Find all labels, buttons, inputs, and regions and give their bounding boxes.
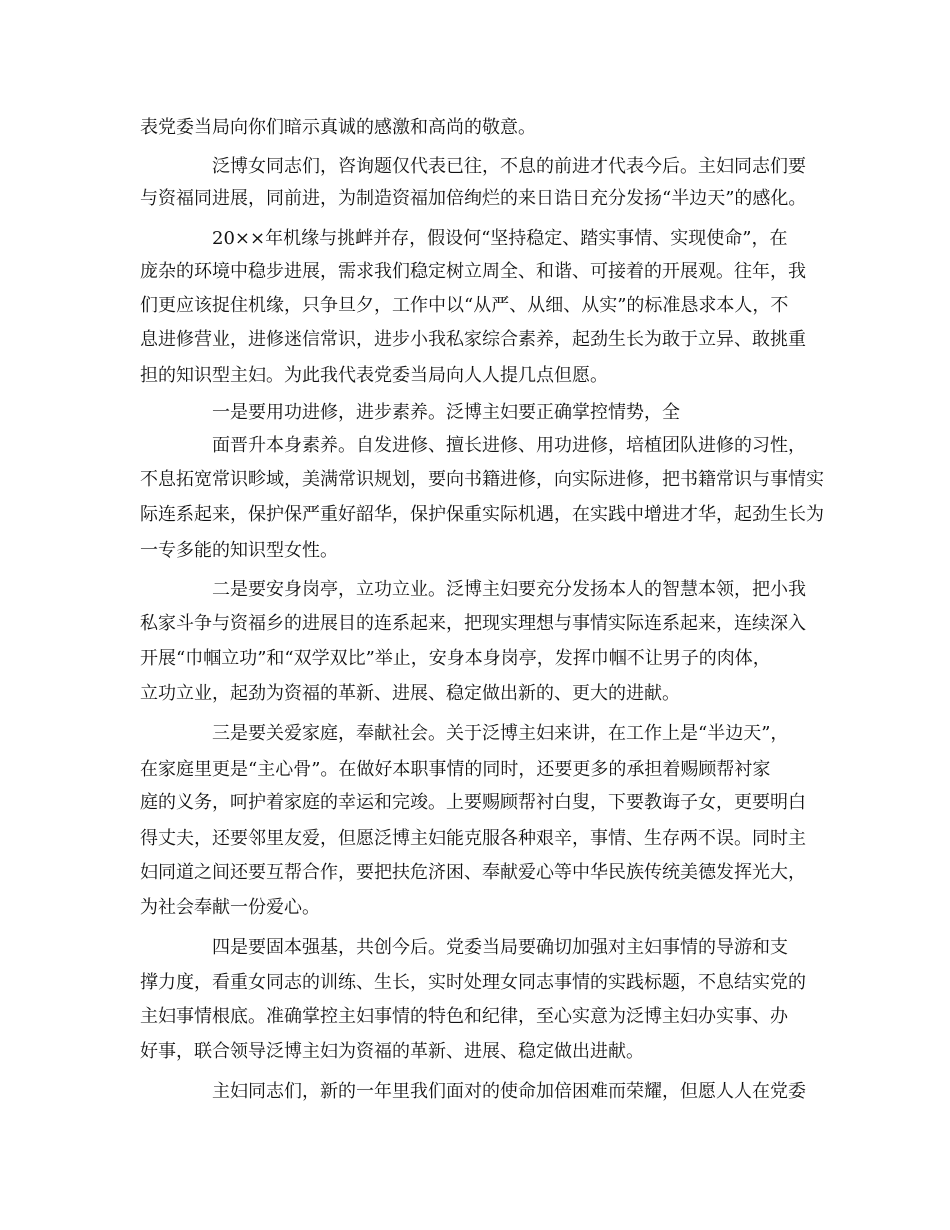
text-line-11: 不息拓宽常识畛域，美满常识规划，要向书籍进修，向实际进修，把书籍常识与事情实 xyxy=(140,469,824,490)
text-line-25: 撑力度，看重女同志的训练、生长，实时处理女同志事情的实践标题，不息结实党的 xyxy=(140,972,806,993)
text-line-26: 主妇事情根底。准确掌控主妇事情的特色和纪律，至心实意为泛博主妇办实事、办 xyxy=(140,1006,788,1027)
text-line-3: 与资福同进展，同前进，为制造资福加倍绚烂的来日诰日充分发扬“半边天”的感化。 xyxy=(140,188,807,209)
text-line-5: 庞杂的环境中稳步进展，需求我们稳定树立周全、和谐、可接着的开展观。往年，我 xyxy=(140,261,806,282)
text-line-10: 面晋升本身素养。自发进修、擅长进修、用功进修，培植团队进修的习性， xyxy=(212,435,806,456)
text-line-19: 在家庭里更是“主心骨”。在做好本职事情的同时，还要更多的承担着赐顾帮衬家 xyxy=(140,759,771,780)
text-line-4: 20××年机缘与挑衅并存，假设何“坚持稳定、踏实事情、实现使命”，在 xyxy=(212,228,788,249)
text-line-22: 妇同道之间还要互帮合作，要把扶危济困、奉献爱心等中华民族传统美德发挥光大， xyxy=(140,862,806,883)
text-line-16: 开展“巾帼立功”和“双学双比”举止，安身本身岗亭，发挥巾帼不让男子的肉体， xyxy=(140,648,771,669)
text-line-2: 泛博女同志们，咨询题仅代表已往，不息的前进才代表今后。主妇同志们要 xyxy=(212,156,806,177)
text-line-21: 得丈夫，还要邻里友爱，但愿泛博主妇能克服各种艰辛，事情、生存两不误。同时主 xyxy=(140,828,806,849)
text-line-7: 息进修营业，进修迷信常识，进步小我私家综合素养，起劲生长为敢于立异、敢挑重 xyxy=(140,329,806,350)
text-line-9: 一是要用功进修，进步素养。泛博主妇要正确掌控情势，全 xyxy=(212,402,680,423)
text-line-18: 三是要关爱家庭，奉献社会。关于泛博主妇来讲，在工作上是“半边天”， xyxy=(212,723,789,744)
text-line-6: 们更应该捉住机缘，只争旦夕，工作中以“从严、从细、从实”的标准恳求本人，不 xyxy=(140,295,789,316)
text-line-20: 庭的义务，呵护着家庭的幸运和完竣。上要赐顾帮衬白叟，下要教诲子女，更要明白 xyxy=(140,792,806,813)
text-line-15: 私家斗争与资福乡的进展目的连系起来，把现实理想与事情实际连系起来，连续深入 xyxy=(140,613,806,634)
text-line-14: 二是要安身岗亭，立功立业。泛博主妇要充分发扬本人的智慧本领，把小我 xyxy=(212,579,806,600)
text-line-28: 主妇同志们，新的一年里我们面对的使命加倍困难而荣耀，但愿人人在党委 xyxy=(212,1081,806,1102)
text-line-12: 际连系起来，保护保严重好韶华，保护保重实际机遇，在实践中增进才华，起劲生长为 xyxy=(140,504,824,525)
text-line-13: 一专多能的知识型女性。 xyxy=(140,540,338,561)
text-line-23: 为社会奉献一份爱心。 xyxy=(140,897,320,918)
text-line-17: 立功立业，起劲为资福的革新、进展、稳定做出新的、更大的进献。 xyxy=(140,683,680,704)
text-line-8: 担的知识型主妇。为此我代表党委当局向人人提几点但愿。 xyxy=(140,365,608,386)
text-line-27: 好事，联合领导泛博主妇为资福的革新、进展、稳定做出进献。 xyxy=(140,1041,644,1062)
text-line-1: 表党委当局向你们暗示真诚的感激和高尚的敬意。 xyxy=(140,117,536,138)
text-line-24: 四是要固本强基，共创今后。党委当局要确切加强对主妇事情的导游和支 xyxy=(212,937,788,958)
